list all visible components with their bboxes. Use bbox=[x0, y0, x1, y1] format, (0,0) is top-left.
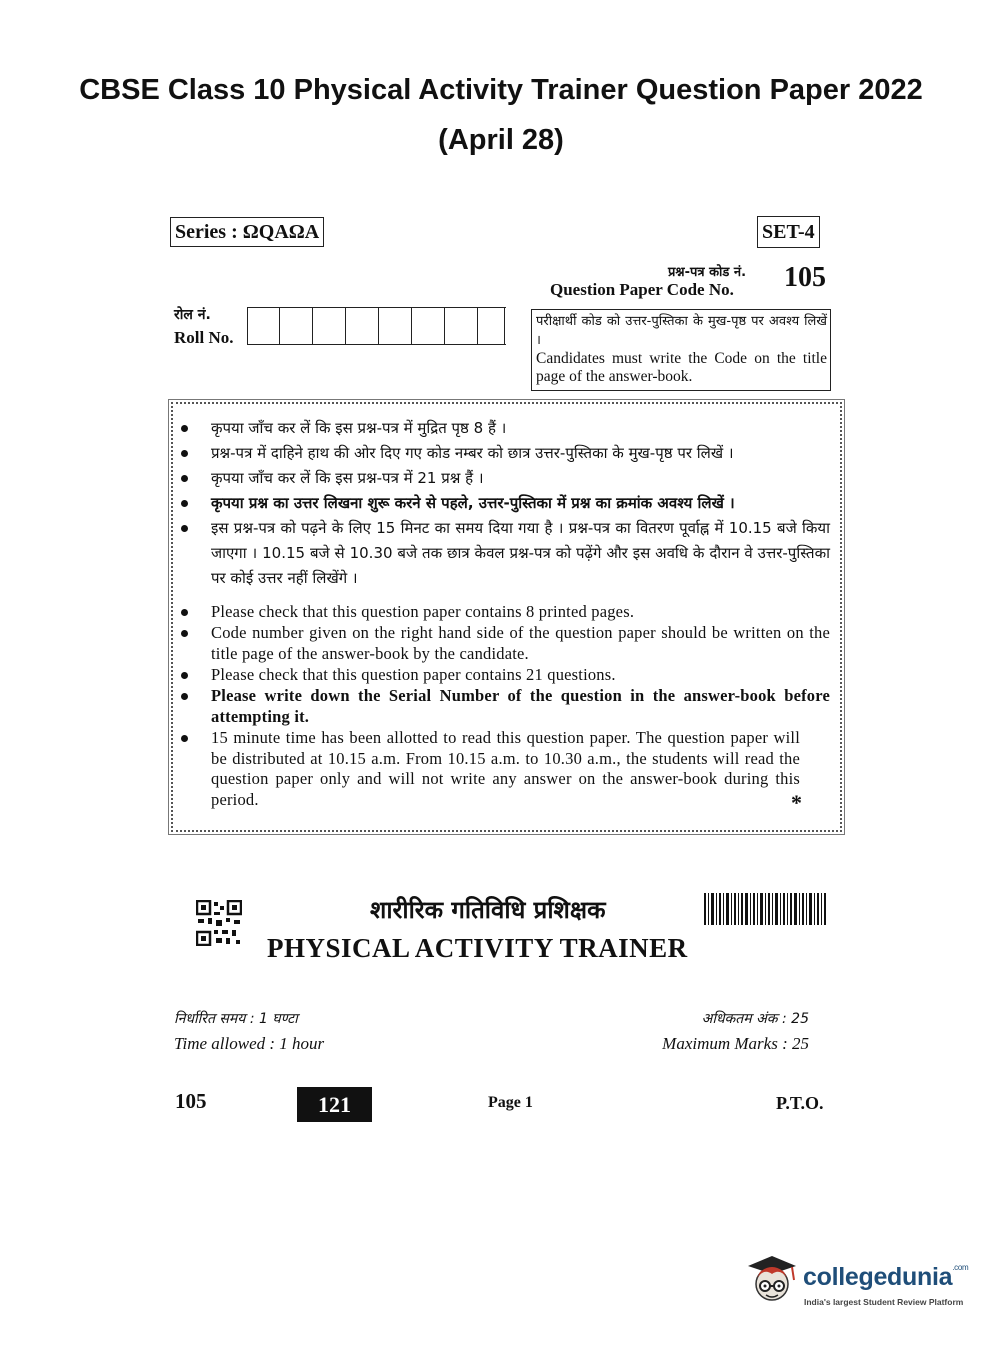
instructions-frame: कृपया जाँच कर लें कि इस प्रश्न-पत्र में मुद्रित पृष्ठ 8 हैं । प्रश्न-पत्र में दाहिने हाथ की ओर दिए गए कोड नम्बर को छात्र उत्तर-पुस्तिका के मुख-पृष्ठ पर लिखें । कृपया जाँच कर लें कि इस प्रश्न-पत्र में 21 प्रश्न हैं । कृपया प्रश्न का उत्तर लिखना शुरू करने से पहले, उत्तर-पुस्तिका में प्रश्न का क्रमांक अवश्य लिखें । इस प्रश्न-पत्र को पढ़ने के लिए 15 मिनट का समय दिया गया है । प्रश्न-पत्र का वितरण पूर्वाह्न में 10.15 बजे किया जाएगा । 10.15 बजे से 10.30 बजे तक छात्र केवल प्रश्न-पत्र को पढ़ेंगे और इस अवधि के दौरान वे उत्तर-पुस्तिका पर कोई उत्तर नहीं लिखेंगे । Please check that this question paper contains 8 printed pages. Code number given on the right hand side of the question paper should be written on the title page of the answer-book by the candidate. Please check that this question paper contains 21 questions. Please write down the Serial Number of the question in the answer-book before attempting it. 15 minute time has been allotted to read this question paper. The question paper will be distributed at 10.15 a.m. From 10.15 a.m. to 10.30 a.m., the students will read the question paper only and will not write any answer on the answer-book during this period. * bbox=[171, 402, 842, 832]
code-notice-box bbox=[531, 309, 831, 391]
subject-hindi: शारीरिक गतिविधि प्रशिक्षक bbox=[370, 896, 606, 924]
brand-suffix: .com bbox=[952, 1263, 969, 1272]
code-notice-english: Candidates must write the Code on the title page of the answer-book. bbox=[536, 350, 827, 385]
brand-name: collegedunia$^{.com}$ bbox=[803, 1263, 969, 1291]
time-allowed-hindi: निर्धारित समय : 1 घण्टा bbox=[174, 1011, 298, 1027]
footer-code: 105 bbox=[175, 1089, 207, 1113]
roll-label-english: Roll No. bbox=[174, 328, 234, 347]
barcode-icon bbox=[704, 893, 826, 925]
pto-label: P.T.O. bbox=[776, 1093, 824, 1113]
page-title: CBSE Class 10 Physical Activity Trainer Question Paper 2022 bbox=[79, 74, 923, 106]
brand-tagline: India's largest Student Review Platform bbox=[804, 1297, 964, 1307]
page-subtitle: (April 28) bbox=[438, 124, 564, 156]
code-label-english: Question Paper Code No. bbox=[550, 280, 734, 299]
code-notice-hindi: परीक्षार्थी कोड को उत्तर-पुस्तिका के मुख-पृष्ठ पर अवश्य लिखें । bbox=[536, 314, 827, 348]
code-label-hindi: प्रश्न-पत्र कोड नं. bbox=[668, 265, 747, 280]
star-mark: * bbox=[791, 790, 802, 815]
roll-number-grid[interactable] bbox=[247, 307, 506, 345]
page-number: Page 1 bbox=[488, 1094, 533, 1111]
set-box: SET-4 bbox=[757, 216, 820, 248]
max-marks-hindi: अधिकतम अंक : 25 bbox=[701, 1011, 809, 1027]
collegedunia-mascot-icon bbox=[744, 1252, 800, 1308]
question-paper-code: 105 bbox=[784, 262, 826, 293]
footer-box-number: 121 bbox=[297, 1087, 372, 1122]
subject-english: PHYSICAL ACTIVITY TRAINER bbox=[267, 933, 688, 963]
qr-code-icon bbox=[196, 900, 242, 946]
max-marks-english: Maximum Marks : 25 bbox=[662, 1034, 809, 1053]
time-allowed-english: Time allowed : 1 hour bbox=[174, 1034, 325, 1053]
roll-label-hindi: रोल नं. bbox=[174, 307, 211, 323]
series-box: Series : ΩQAΩA bbox=[170, 217, 324, 247]
